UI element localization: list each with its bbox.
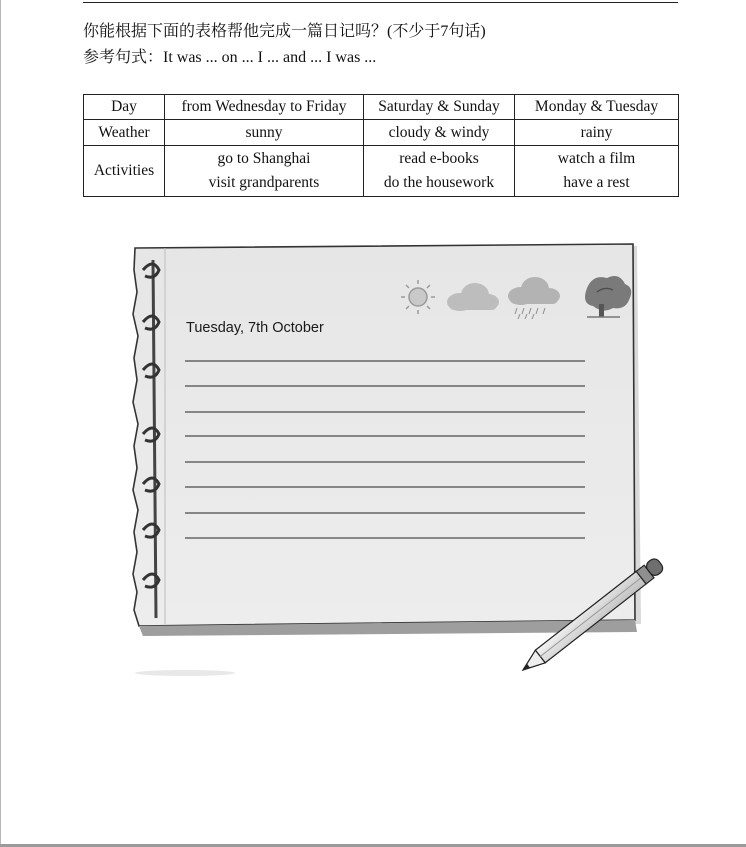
weather-cell: rainy [515, 120, 679, 146]
sentence-pattern: 参考句式：It was ... on ... I ... and ... I was ... [83, 49, 377, 66]
activity-item: watch a film [557, 150, 636, 167]
weather-cell: cloudy & windy [364, 120, 515, 146]
activity-item: do the housework [383, 174, 495, 191]
diary-notebook [125, 240, 665, 680]
instruction-text: 你能根据下面的表格帮他完成一篇日记吗？(不少于7句话) [83, 23, 486, 40]
activity-item: have a rest [563, 174, 630, 191]
weather-label: Weather [84, 120, 165, 146]
activity-item: go to Shanghai [217, 150, 311, 167]
header-sat-sun: Saturday & Sunday [364, 95, 515, 120]
diary-date: Tuesday, 7th October [186, 320, 324, 336]
header-mon-tue: Monday & Tuesday [515, 95, 679, 120]
activities-label: Activities [84, 146, 165, 197]
weather-activity-table [83, 94, 679, 197]
activities-cell [364, 146, 515, 197]
activity-item: read e-books [399, 150, 479, 167]
activities-row [84, 146, 679, 197]
activities-cell [515, 146, 679, 197]
header-day: Day [84, 95, 165, 120]
table-header-row [84, 95, 679, 120]
weather-cell: sunny [165, 120, 364, 146]
notebook-page [133, 244, 635, 626]
top-rule [83, 2, 678, 3]
smudge [135, 670, 235, 676]
header-wed-fri: from Wednesday to Friday [165, 95, 364, 120]
page-left-border [0, 0, 1, 847]
weather-row [84, 120, 679, 146]
notebook-illustration [125, 240, 665, 680]
activities-cell [165, 146, 364, 197]
activity-item: visit grandparents [208, 174, 320, 191]
